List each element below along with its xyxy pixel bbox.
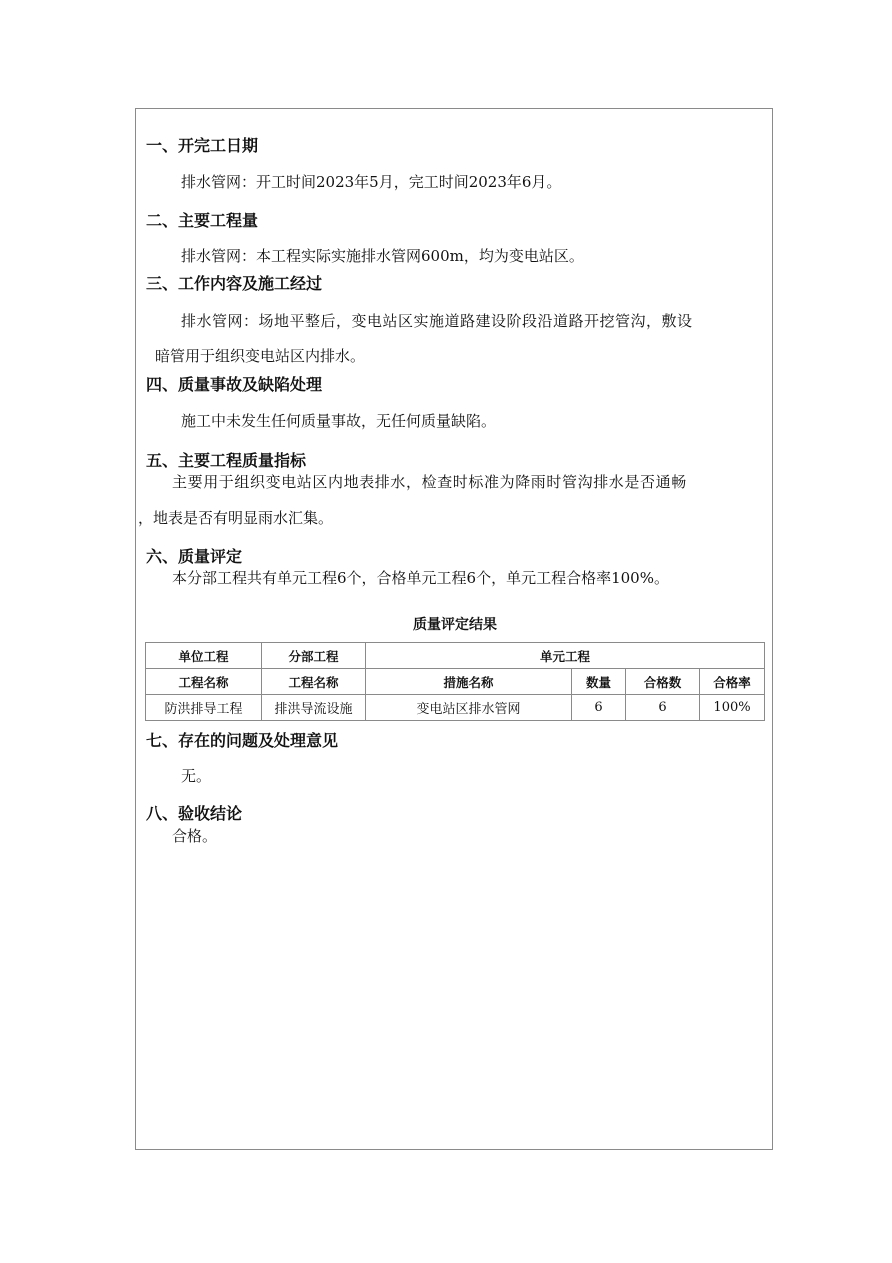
cell-qualified-rate: 100% [700, 695, 765, 721]
cell-qualified-count: 6 [626, 695, 700, 721]
column-header-qualified-count: 合格数 [626, 669, 700, 695]
column-header-unit-name: 工程名称 [146, 669, 262, 695]
column-header-measure-name: 措施名称 [366, 669, 572, 695]
quality-result-table [145, 642, 765, 721]
section-4-text: 施工中未发生任何质量事故，无任何质量缺陷。 [181, 412, 497, 430]
cell-unit-name: 防洪排导工程 [146, 695, 262, 721]
section-8-title: 八、验收结论 [146, 804, 243, 823]
group-header-element-project: 单元工程 [366, 643, 765, 669]
section-1-title: 一、开完工日期 [146, 136, 259, 155]
section-5-title: 五、主要工程质量指标 [146, 451, 307, 470]
section-1-text: 排水管网：开工时间2023年5月，完工时间2023年6月。 [181, 173, 562, 191]
column-header-division-name: 工程名称 [262, 669, 366, 695]
section-3-title: 三、工作内容及施工经过 [146, 274, 323, 293]
table-row [146, 695, 765, 721]
group-header-division-project: 分部工程 [262, 643, 366, 669]
section-7-text: 无。 [181, 767, 212, 785]
cell-quantity: 6 [572, 695, 626, 721]
section-5-text-line-1: 主要用于组织变电站区内地表排水，检查时标准为降雨时管沟排水是否通畅 [172, 473, 687, 491]
column-header-qualified-rate: 合格率 [700, 669, 765, 695]
section-6-title: 六、质量评定 [146, 547, 243, 566]
section-2-text: 排水管网：本工程实际实施排水管网600m，均为变电站区。 [181, 247, 584, 265]
section-4-title: 四、质量事故及缺陷处理 [146, 375, 323, 394]
column-header-quantity: 数量 [572, 669, 626, 695]
cell-division-name: 排洪导流设施 [262, 695, 366, 721]
section-5-text-line-2: ，地表是否有明显雨水汇集。 [138, 509, 334, 527]
table-group-header-row [146, 643, 765, 669]
section-7-title: 七、存在的问题及处理意见 [146, 731, 339, 750]
cell-measure-name: 变电站区排水管网 [366, 695, 572, 721]
section-8-text: 合格。 [172, 827, 218, 845]
section-2-title: 二、主要工程量 [146, 211, 259, 230]
section-3-text-line-1: 排水管网：场地平整后，变电站区实施道路建设阶段沿道路开挖管沟，敷设 [181, 312, 693, 330]
table-column-header-row [146, 669, 765, 695]
table-title: 质量评定结果 [413, 617, 497, 633]
section-6-text: 本分部工程共有单元工程6个，合格单元工程6个，单元工程合格率100%。 [172, 569, 669, 587]
section-3-text-line-2: 暗管用于组织变电站区内排水。 [155, 347, 366, 365]
group-header-unit-project: 单位工程 [146, 643, 262, 669]
